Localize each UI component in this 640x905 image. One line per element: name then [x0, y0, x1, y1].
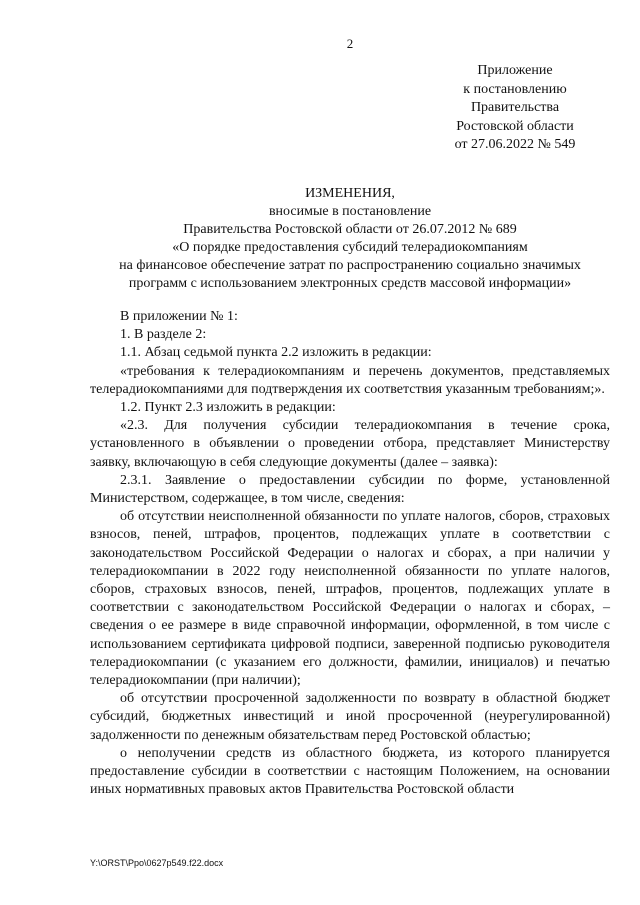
- page-number: 2: [346, 36, 354, 51]
- paragraph: «2.3. Для получения субсидии телерадиокомпания в течение срока, установленного в объявлении о проведении отбора, представляет Министерству заявку, включающую в себя следующие документы (далее – заявка):: [90, 418, 610, 470]
- paragraph: о неполучении средств из областного бюджета, из которого планируется предоставление субсидии в соответствии с настоящим Положением, на основании иных нормативных правовых актов Правительства Ростовской области: [90, 745, 610, 798]
- appendix-line: Ростовской области: [456, 118, 574, 134]
- paragraph: 2.3.1. Заявление о предоставлении субсидии по форме, установленной Министерством, содержащее, в том числе, сведения:: [90, 472, 610, 507]
- title-line: вносимые в постановление: [268, 204, 432, 219]
- appendix-line: от 27.06.2022 № 549: [454, 137, 576, 152]
- appendix-line: Приложение: [477, 63, 553, 78]
- paragraph: 1. В разделе 2:: [120, 327, 207, 343]
- appendix-line: к постановлению: [463, 81, 567, 97]
- paragraph: об отсутствии просроченной задолженности по возврату в областной бюджет субсидий, бюджетных инвестиций и иной просроченной (неурегулированной) задолженности по денежным обязательствам перед Ростовской областью;: [90, 691, 610, 743]
- paragraph: В приложении № 1:: [120, 309, 238, 324]
- paragraph: об отсутствии неисполненной обязанности по уплате налогов, сборов, страховых взносов, пеней, штрафов, процентов, подлежащих уплате в соответствии с законодательством Российской Федерации о налогах и сборах, а при наличии у телерадиокомпании в 2022 году неисполненной обязанности по уплате налогов, сборов, страховых взносов, пеней, штрафов, процентов, подлежащих уплате в соответствии с законодательством Российской Федерации о налогах и сборах, – сведения о ее размере в виде справочной информации, оформленной, в том числе с использованием сертификата цифровой подписи, заверенной подписью руководителя телерадиокомпании (с указанием его должности, фамилии, инициалов) и печатью телерадиокомпании (при наличии);: [90, 509, 610, 689]
- paragraph: «требования к телерадиокомпаниям и перечень документов, представляемых телерадиокомпаниями для подтверждения их соответствия указанным требованиям;».: [90, 363, 610, 397]
- paragraph: 1.2. Пункт 2.3 изложить в редакции:: [120, 400, 336, 416]
- file-path-footer: Y:\ORST\Ppo\0627p549.f22.docx: [90, 858, 224, 868]
- document-title: [80, 185, 620, 293]
- title-line: «О порядке предоставления субсидий телерадиокомпаниям: [172, 240, 528, 255]
- document-body: [90, 308, 610, 799]
- title-heading: ИЗМЕНЕНИЯ,: [305, 186, 395, 201]
- appendix-header: [430, 62, 600, 155]
- appendix-line: Правительства: [470, 100, 560, 115]
- title-line: Правительства Ростовской области от 26.07.2012 № 689: [183, 222, 517, 237]
- paragraph: 1.1. Абзац седьмой пункта 2.2 изложить в редакции:: [120, 345, 432, 361]
- title-line: на финансовое обеспечение затрат по распространению социально значимых: [119, 258, 581, 273]
- title-line: программ с использованием электронных средств массовой информации»: [128, 276, 572, 291]
